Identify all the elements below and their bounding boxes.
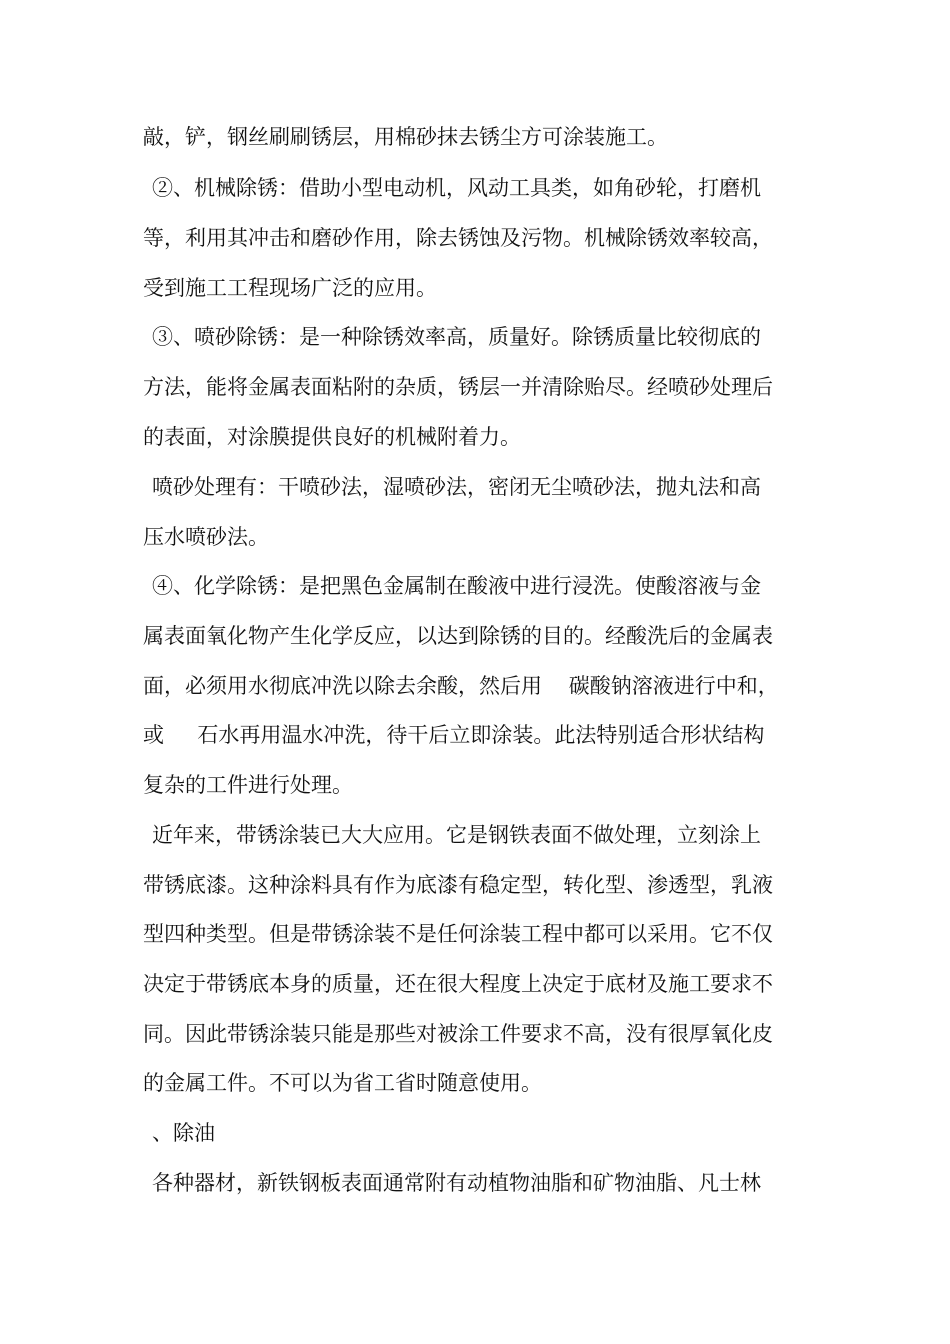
text-line: ④、化学除锈：是把黑色金属制在酸液中进行浸洗。使酸溶液与金 [152,574,761,598]
text-line: 等，利用其冲击和磨砂作用，除去锈蚀及污物。机械除锈效率较高， [143,226,773,250]
text-line: ②、机械除锈：借助小型电动机，风动工具类，如角砂轮，打磨机 [152,176,761,200]
text-line: 面，必须用水彻底冲洗以除去余酸，然后用 碳酸钠溶液进行中和， [143,674,779,698]
text-line: ③、喷砂除锈：是一种除锈效率高，质量好。除锈质量比较彻底的 [152,325,761,349]
text-line: 决定于带锈底本身的质量，还在很大程度上决定于底材及施工要求不 [143,972,773,996]
text-line: 压水喷砂法。 [143,525,269,549]
text-line: 属表面氧化物产生化学反应，以达到除锈的目的。经酸洗后的金属表 [143,624,773,648]
text-line: 带锈底漆。这种涂料具有作为底漆有稳定型，转化型、渗透型，乳液 [143,873,773,897]
section-heading: 、除油 [152,1121,215,1145]
text-line: 近年来，带锈涂装已大大应用。它是钢铁表面不做处理，立刻涂上 [152,823,761,847]
text-line: 或 石水再用温水冲洗，待干后立即涂装。此法特别适合形状结构 [143,723,765,747]
text-line: 各种器材，新铁钢板表面通常附有动植物油脂和矿物油脂、凡士林 [152,1171,761,1195]
text-line: 喷砂处理有：干喷砂法，湿喷砂法，密闭无尘喷砂法，抛丸法和高 [152,475,761,499]
text-line: 型四种类型。但是带锈涂装不是任何涂装工程中都可以采用。它不仅 [143,922,773,946]
text-line: 方法，能将金属表面粘附的杂质，锈层一并清除贻尽。经喷砂处理后 [143,375,773,399]
text-line: 复杂的工件进行处理。 [143,773,353,797]
text-line: 的金属工件。不可以为省工省时随意使用。 [143,1071,542,1095]
text-line: 受到施工工程现场广泛的应用。 [143,276,437,300]
text-line: 同。因此带锈涂装只能是那些对被涂工件要求不高，没有很厚氧化皮 [143,1022,773,1046]
text-line: 的表面，对涂膜提供良好的机械附着力。 [143,425,521,449]
text-line: 敲，铲，钢丝刷刷锈层，用棉砂抹去锈尘方可涂装施工。 [143,125,668,149]
